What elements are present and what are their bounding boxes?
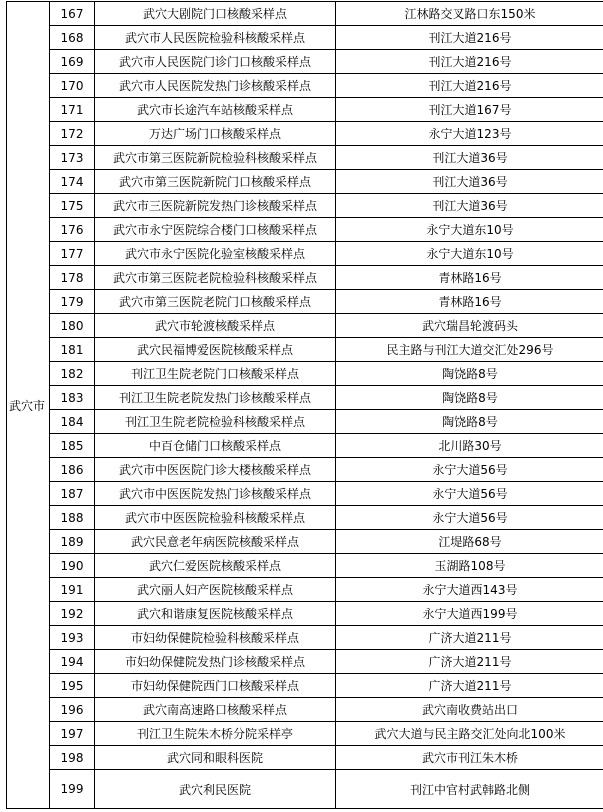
table-row xyxy=(7,410,603,434)
table-row xyxy=(7,290,603,314)
site-name: 武穴市第三医院新院检验科核酸采样点 xyxy=(95,146,336,170)
table-row xyxy=(7,602,603,626)
site-address: 永宁大道东10号 xyxy=(336,242,603,266)
site-address: 陶饶路8号 xyxy=(336,410,603,434)
table-row xyxy=(7,698,603,722)
table-row xyxy=(7,314,603,338)
row-number: 196 xyxy=(50,698,95,722)
row-number: 186 xyxy=(50,458,95,482)
row-number: 194 xyxy=(50,650,95,674)
table-row xyxy=(7,530,603,554)
row-number: 190 xyxy=(50,554,95,578)
site-address: 玉湖路108号 xyxy=(336,554,603,578)
table-row xyxy=(7,554,603,578)
table-row xyxy=(7,242,603,266)
row-number: 193 xyxy=(50,626,95,650)
site-address: 青林路16号 xyxy=(336,290,603,314)
row-number: 195 xyxy=(50,674,95,698)
site-address: 永宁大道西199号 xyxy=(336,602,603,626)
site-name: 武穴市三医院新院发热门诊核酸采样点 xyxy=(95,194,336,218)
site-name: 刊江卫生院老院门口核酸采样点 xyxy=(95,362,336,386)
row-number: 176 xyxy=(50,218,95,242)
row-number: 192 xyxy=(50,602,95,626)
row-number: 181 xyxy=(50,338,95,362)
site-address: 陶饶路8号 xyxy=(336,362,603,386)
table-row xyxy=(7,674,603,698)
table-row xyxy=(7,74,603,98)
row-number: 179 xyxy=(50,290,95,314)
site-name: 市妇幼保健院西门口核酸采样点 xyxy=(95,674,336,698)
row-number: 177 xyxy=(50,242,95,266)
site-name: 武穴市中医医院发热门诊核酸采样点 xyxy=(95,482,336,506)
site-name: 武穴市长途汽车站核酸采样点 xyxy=(95,98,336,122)
table-row xyxy=(7,578,603,602)
site-address: 永宁大道56号 xyxy=(336,506,603,530)
site-address: 江堤路68号 xyxy=(336,530,603,554)
table-row xyxy=(7,50,603,74)
row-number: 199 xyxy=(50,770,95,809)
table-row xyxy=(7,362,603,386)
row-number: 188 xyxy=(50,506,95,530)
table-row xyxy=(7,434,603,458)
site-address: 武穴市刊江朱木桥 xyxy=(336,746,603,770)
row-number: 168 xyxy=(50,26,95,50)
site-name: 万达广场门口核酸采样点 xyxy=(95,122,336,146)
table-row xyxy=(7,218,603,242)
row-number: 167 xyxy=(50,2,95,26)
site-address: 武穴南收费站出口 xyxy=(336,698,603,722)
site-address: 江林路交叉路口东150米 xyxy=(336,2,603,26)
row-number: 175 xyxy=(50,194,95,218)
site-name: 武穴仁爱医院核酸采样点 xyxy=(95,554,336,578)
region-cell: 武穴市 xyxy=(7,2,50,809)
table-row xyxy=(7,338,603,362)
row-number: 169 xyxy=(50,50,95,74)
site-address: 刊江大道36号 xyxy=(336,146,603,170)
table-row xyxy=(7,650,603,674)
row-number: 170 xyxy=(50,74,95,98)
table-row xyxy=(7,746,603,770)
table-row xyxy=(7,722,603,746)
table-row xyxy=(7,98,603,122)
table-body xyxy=(7,2,603,809)
site-name: 武穴市第三医院老院门口核酸采样点 xyxy=(95,290,336,314)
row-number: 178 xyxy=(50,266,95,290)
site-address: 广济大道211号 xyxy=(336,674,603,698)
site-address: 民主路与刊江大道交汇处296号 xyxy=(336,338,603,362)
site-name: 武穴市永宁医院综合楼门口核酸采样点 xyxy=(95,218,336,242)
site-address: 广济大道211号 xyxy=(336,626,603,650)
row-number: 182 xyxy=(50,362,95,386)
table-row xyxy=(7,2,603,26)
site-name: 武穴市第三医院老院检验科核酸采样点 xyxy=(95,266,336,290)
row-number: 189 xyxy=(50,530,95,554)
row-number: 180 xyxy=(50,314,95,338)
table-row xyxy=(7,26,603,50)
table-row xyxy=(7,146,603,170)
row-number: 187 xyxy=(50,482,95,506)
table-row xyxy=(7,506,603,530)
table-row xyxy=(7,194,603,218)
site-name: 武穴丽人妇产医院核酸采样点 xyxy=(95,578,336,602)
site-address: 青林路16号 xyxy=(336,266,603,290)
site-address: 永宁大道西143号 xyxy=(336,578,603,602)
site-address: 刊江大道216号 xyxy=(336,50,603,74)
site-name: 武穴和谐康复医院核酸采样点 xyxy=(95,602,336,626)
site-name: 中百仓储门口核酸采样点 xyxy=(95,434,336,458)
table-row xyxy=(7,482,603,506)
site-name: 武穴市中医医院门诊大楼核酸采样点 xyxy=(95,458,336,482)
site-name: 武穴大剧院门口核酸采样点 xyxy=(95,2,336,26)
row-number: 185 xyxy=(50,434,95,458)
site-address: 永宁大道56号 xyxy=(336,458,603,482)
row-number: 172 xyxy=(50,122,95,146)
table-row xyxy=(7,122,603,146)
site-address: 刊江大道216号 xyxy=(336,26,603,50)
site-name: 刊江卫生院老院检验科核酸采样点 xyxy=(95,410,336,434)
site-address: 陶饶路8号 xyxy=(336,386,603,410)
site-name: 刊江卫生院朱木桥分院采样亭 xyxy=(95,722,336,746)
table-row xyxy=(7,458,603,482)
site-address: 刊江大道167号 xyxy=(336,98,603,122)
site-name: 武穴市第三医院新院门口核酸采样点 xyxy=(95,170,336,194)
site-name: 武穴民福博爱医院核酸采样点 xyxy=(95,338,336,362)
site-address: 刊江大道36号 xyxy=(336,194,603,218)
site-name: 刊江卫生院老院发热门诊核酸采样点 xyxy=(95,386,336,410)
site-name: 武穴市人民医院发热门诊核酸采样点 xyxy=(95,74,336,98)
site-name: 武穴利民医院 xyxy=(95,770,336,809)
site-address: 永宁大道56号 xyxy=(336,482,603,506)
site-address: 武穴大道与民主路交汇处向北100米 xyxy=(336,722,603,746)
site-name: 武穴市人民医院检验科核酸采样点 xyxy=(95,26,336,50)
row-number: 184 xyxy=(50,410,95,434)
site-name: 武穴同和眼科医院 xyxy=(95,746,336,770)
table-row xyxy=(7,266,603,290)
table-row xyxy=(7,770,603,809)
site-name: 市妇幼保健院检验科核酸采样点 xyxy=(95,626,336,650)
site-address: 广济大道211号 xyxy=(336,650,603,674)
site-name: 武穴市轮渡核酸采样点 xyxy=(95,314,336,338)
site-name: 武穴市永宁医院化验室核酸采样点 xyxy=(95,242,336,266)
site-name: 武穴市中医医院检验科核酸采样点 xyxy=(95,506,336,530)
row-number: 183 xyxy=(50,386,95,410)
site-address: 刊江大道36号 xyxy=(336,170,603,194)
table-row xyxy=(7,170,603,194)
site-address: 武穴瑞昌轮渡码头 xyxy=(336,314,603,338)
site-name: 武穴市人民医院门诊门口核酸采样点 xyxy=(95,50,336,74)
site-name: 武穴民意老年病医院核酸采样点 xyxy=(95,530,336,554)
site-name: 武穴南高速路口核酸采样点 xyxy=(95,698,336,722)
row-number: 174 xyxy=(50,170,95,194)
sampling-sites-table xyxy=(6,1,603,809)
row-number: 197 xyxy=(50,722,95,746)
site-address: 刊江大道216号 xyxy=(336,74,603,98)
site-name: 市妇幼保健院发热门诊核酸采样点 xyxy=(95,650,336,674)
row-number: 171 xyxy=(50,98,95,122)
row-number: 198 xyxy=(50,746,95,770)
row-number: 191 xyxy=(50,578,95,602)
row-number: 173 xyxy=(50,146,95,170)
table-row xyxy=(7,386,603,410)
site-address: 北川路30号 xyxy=(336,434,603,458)
site-address: 永宁大道123号 xyxy=(336,122,603,146)
table-row xyxy=(7,626,603,650)
site-address: 永宁大道东10号 xyxy=(336,218,603,242)
site-address: 刊江中官村武韩路北侧 xyxy=(336,770,603,809)
